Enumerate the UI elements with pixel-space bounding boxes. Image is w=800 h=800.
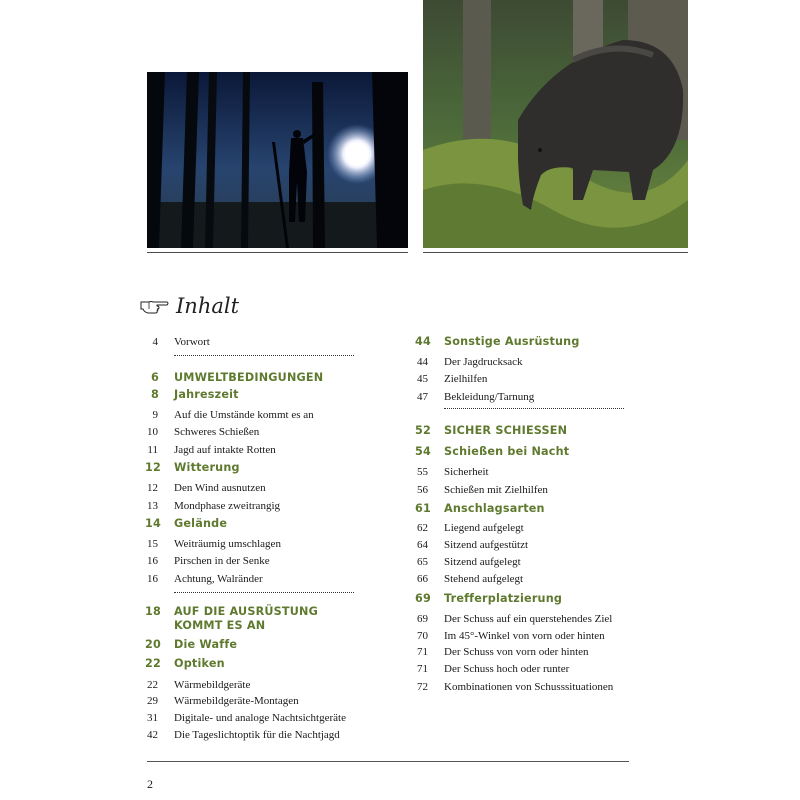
toc-entry-title: Sicherheit — [444, 466, 489, 478]
toc-entry — [416, 629, 630, 643]
toc-entry-title: Die Waffe — [174, 638, 238, 651]
toc-page-number: 31 — [147, 712, 158, 724]
toc-entry — [416, 372, 630, 386]
toc-entry-title: Jahreszeit — [174, 388, 239, 401]
toc-dotted-separator — [444, 408, 624, 409]
toc-page-number: 52 — [415, 424, 431, 437]
toc-entry-title: Liegend aufgelegt — [444, 522, 524, 534]
toc-entry-title: Sitzend aufgestützt — [444, 539, 529, 551]
toc-entry-title: Trefferplatzierung — [444, 592, 563, 605]
photo-rule-left — [147, 252, 408, 253]
toc-page-number: 10 — [147, 426, 158, 438]
toc-entry-title: AUF DIE AUSRÜSTUNG — [174, 605, 318, 618]
toc-page-number: 13 — [147, 500, 158, 512]
toc-entry-title: SICHER SCHIESSEN — [444, 424, 568, 437]
toc-page-number: 16 — [147, 573, 158, 585]
toc-entry — [146, 408, 358, 422]
toc-page-number: 69 — [415, 592, 431, 605]
toc-page-number: 62 — [417, 522, 428, 534]
toc-entry-title: Vorwort — [174, 336, 210, 348]
toc-entry — [416, 645, 630, 659]
toc-page-number: 22 — [145, 657, 161, 670]
toc-entry-title: Digitale- und analoge Nachtsichtgeräte — [174, 712, 346, 724]
toc-page-number: 56 — [417, 484, 428, 496]
toc-page-number: 70 — [417, 630, 428, 642]
toc-section — [146, 371, 358, 385]
toc-entry-title: Kombinationen von Schusssituationen — [444, 681, 614, 693]
toc-page-number: 9 — [152, 409, 158, 421]
toc-heading — [140, 290, 239, 322]
toc-entry-title: Witterung — [174, 461, 240, 474]
toc-page-number: 14 — [145, 517, 161, 530]
toc-entry-title: Der Schuss auf ein querstehendes Ziel — [444, 613, 613, 625]
toc-page-number: 8 — [151, 388, 159, 401]
toc-entry-title: Im 45°-Winkel von vorn oder hinten — [444, 630, 605, 642]
toc-entry — [146, 481, 358, 495]
toc-page-number: 44 — [415, 335, 431, 348]
toc-page-number: 65 — [417, 556, 428, 568]
toc-entry — [146, 678, 358, 692]
toc-dotted-separator — [174, 592, 354, 593]
toc-page-number: 29 — [147, 695, 158, 707]
toc-section — [416, 445, 630, 459]
toc-page-number: 45 — [417, 373, 428, 385]
toc-entry — [146, 499, 358, 513]
toc-entry-title: Wärmebildgeräte — [174, 679, 251, 691]
toc-section — [146, 517, 358, 531]
toc-entry — [146, 537, 358, 551]
toc-entry — [146, 694, 358, 708]
toc-section — [146, 657, 358, 671]
toc-entry-title: Pirschen in der Senke — [174, 555, 270, 567]
toc-entry — [416, 538, 630, 552]
toc-section — [146, 638, 358, 652]
toc-page-number: 15 — [147, 538, 158, 550]
toc-entry-title: Weiträumig umschlagen — [174, 538, 281, 550]
toc-entry-title: Jagd auf intakte Rotten — [174, 444, 276, 456]
toc-entry — [146, 335, 358, 349]
toc-entry-title: Der Schuss hoch oder runter — [444, 663, 570, 675]
toc-title: Inhalt — [176, 294, 240, 318]
toc-page-number: 44 — [417, 356, 428, 368]
toc-section — [416, 335, 630, 349]
toc-page-number: 61 — [415, 502, 431, 515]
toc-page-number: 72 — [417, 681, 428, 693]
toc-entry — [416, 662, 630, 676]
toc-section — [416, 424, 630, 438]
toc-entry-title-line2: KOMMT ES AN — [174, 619, 266, 632]
toc-entry-title: Schießen mit Zielhilfen — [444, 484, 548, 496]
toc-entry-title: Der Jagdrucksack — [444, 356, 523, 368]
toc-entry-title: Bekleidung/Tarnung — [444, 391, 535, 403]
photo-wild-boar — [423, 0, 688, 248]
toc-entry-title: Der Schuss von vorn oder hinten — [444, 646, 589, 658]
toc-page-number: 69 — [417, 613, 428, 625]
toc-page-number: 12 — [145, 461, 161, 474]
toc-entry-title: Sonstige Ausrüstung — [444, 335, 580, 348]
toc-entry-title: Optiken — [174, 657, 225, 670]
toc-page-number: 66 — [417, 573, 428, 585]
toc-entry-title: Stehend aufgelegt — [444, 573, 524, 585]
toc-entry-title: Auf die Umstände kommt es an — [174, 409, 314, 421]
toc-entry-title: Zielhilfen — [444, 373, 488, 385]
toc-page-number: 6 — [151, 371, 159, 384]
toc-page-number: 12 — [147, 482, 158, 494]
toc-page-number: 18 — [145, 605, 161, 618]
toc-entry — [416, 521, 630, 535]
photo-rule-right — [423, 252, 688, 253]
toc-entry — [146, 554, 358, 568]
pointing-hand-icon — [140, 298, 170, 314]
toc-entry — [416, 390, 630, 404]
toc-entry — [416, 572, 630, 586]
toc-entry — [416, 680, 630, 694]
toc-entry — [146, 425, 358, 439]
toc-entry — [416, 465, 630, 479]
toc-page-number: 11 — [147, 444, 158, 456]
toc-dotted-separator — [174, 355, 354, 356]
toc-entry — [146, 711, 358, 725]
toc-entry-title: Schweres Schießen — [174, 426, 260, 438]
toc-entry-title: Den Wind ausnutzen — [174, 482, 266, 494]
toc-entry-title: Anschlagsarten — [444, 502, 545, 515]
toc-entry-title: Wärmebildgeräte-Montagen — [174, 695, 299, 707]
toc-page-number: 20 — [145, 638, 161, 651]
toc-entry — [416, 355, 630, 369]
toc-entry — [146, 572, 358, 586]
toc-section — [146, 461, 358, 475]
toc-entry — [416, 483, 630, 497]
toc-page-number: 54 — [415, 445, 431, 458]
toc-page-number: 16 — [147, 555, 158, 567]
toc-page-number: 55 — [417, 466, 428, 478]
toc-entry-title: Sitzend aufgelegt — [444, 556, 521, 568]
photo-night-hunter — [147, 72, 408, 248]
toc-page-number: 71 — [417, 646, 428, 658]
toc-entry — [146, 728, 358, 742]
toc-section — [416, 592, 630, 606]
toc-entry-title: UMWELTBEDINGUNGEN — [174, 371, 324, 384]
toc-page-number: 47 — [417, 391, 428, 403]
toc-section — [416, 502, 630, 516]
toc-section — [145, 605, 358, 632]
toc-entry-title: Mondphase zweitrangig — [174, 500, 280, 512]
toc-page-number: 42 — [147, 729, 158, 741]
toc-entry-title: Achtung, Walränder — [174, 573, 263, 585]
toc-page-number: 71 — [417, 663, 428, 675]
toc-entry-title: Gelände — [174, 517, 228, 530]
footer-rule — [147, 761, 629, 762]
toc-page-number: 64 — [417, 539, 428, 551]
toc-page-number: 22 — [147, 679, 158, 691]
toc-entry-title: Die Tageslichtoptik für die Nachtjagd — [174, 729, 340, 741]
toc-entry — [146, 443, 358, 457]
toc-entry — [416, 612, 630, 626]
toc-page-number: 4 — [152, 336, 158, 348]
toc-entry-title: Schießen bei Nacht — [444, 445, 570, 458]
toc-section — [146, 388, 358, 402]
toc-entry — [416, 555, 630, 569]
page-number: 2 — [147, 777, 153, 791]
